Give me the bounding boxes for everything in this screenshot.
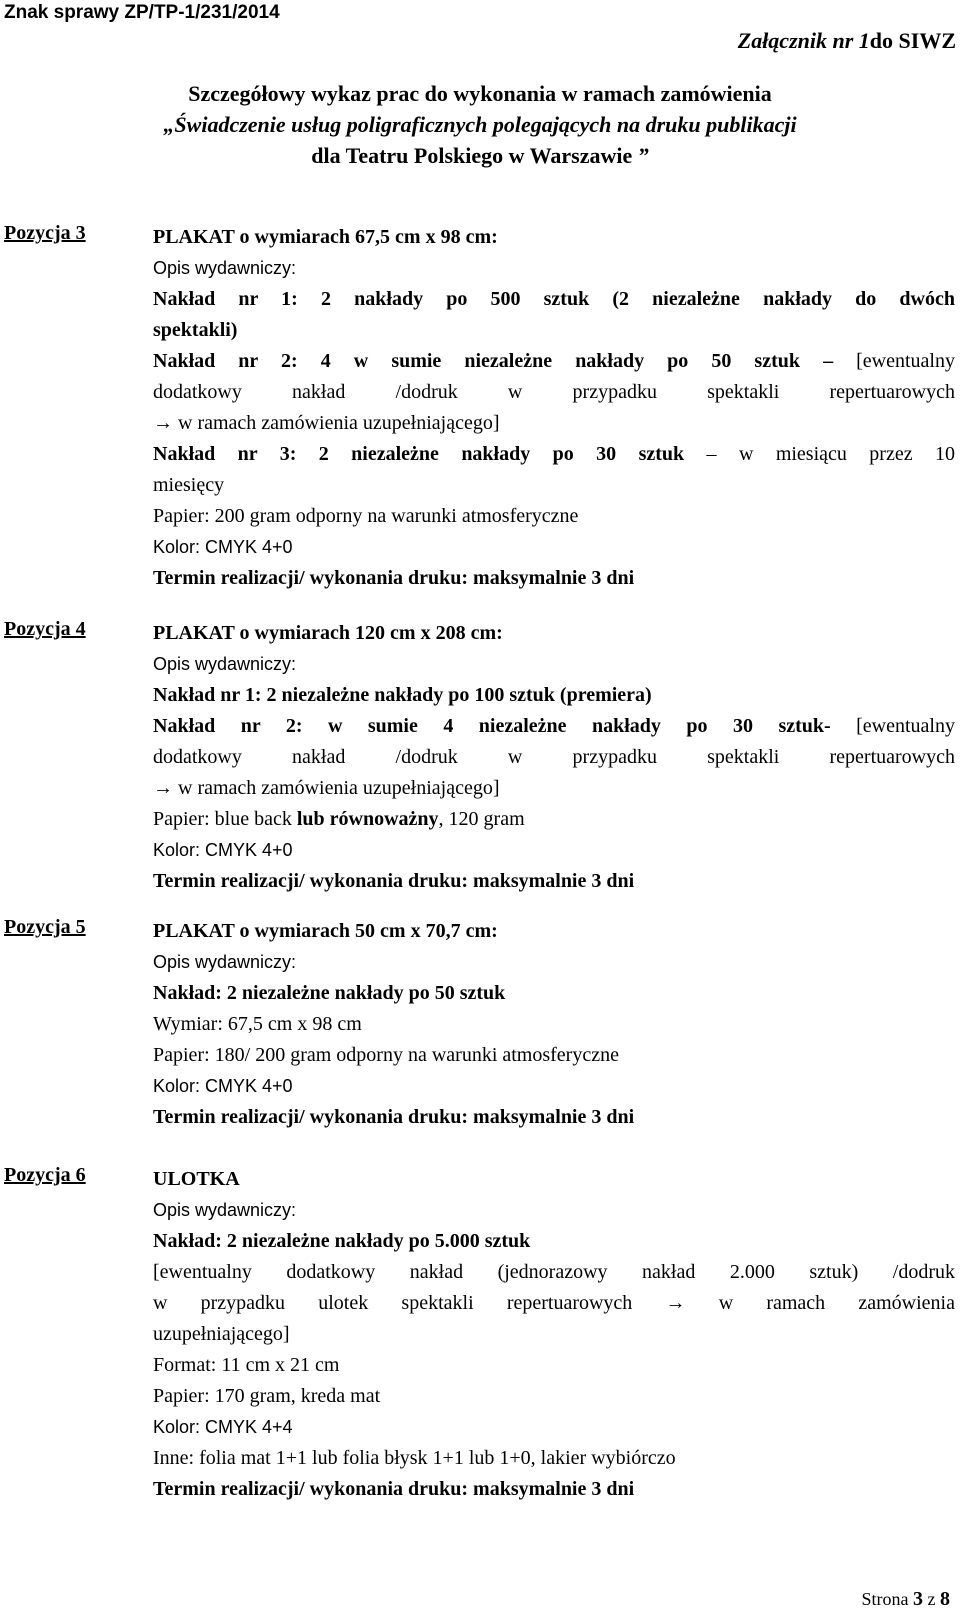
document-title — [0, 78, 960, 171]
position-3-naklad-2 — [153, 346, 955, 377]
position-3-opis: Opis wydawniczy: — [153, 258, 297, 278]
position-3-naklad-3-bold: Nakład nr 3: 2 niezależne nakłady po 30 sztuk — [153, 443, 685, 465]
attachment-label-italic: Załącznik nr 1 — [737, 28, 870, 53]
position-3-naklad-2-bold: Nakład nr 2: 4 w sumie niezależne nakłady po 50 sztuk – — [153, 350, 834, 372]
position-5-details — [153, 916, 955, 1133]
position-6-color: Kolor: CMYK 4+4 — [153, 1417, 293, 1437]
page-number-total: 8 — [940, 1588, 950, 1610]
position-6-extra-1: [ewentualny dodatkowy nakład (jednorazowy nakład 2.000 sztuk) /dodruk — [153, 1261, 955, 1283]
position-3-naklad-3-rest: – w miesiącu przez 10 — [684, 443, 955, 465]
position-5-size: Wymiar: 67,5 cm x 98 cm — [153, 1013, 362, 1035]
position-3-naklad-3-cont: miesięcy — [153, 474, 225, 496]
position-6-extra-3: uzupełniającego] — [153, 1323, 290, 1345]
position-6-paper: Papier: 170 gram, kreda mat — [153, 1385, 381, 1407]
page-number — [862, 1588, 951, 1611]
position-4-heading: PLAKAT o wymiarach 120 cm x 208 cm: — [153, 622, 503, 644]
title-line-1: Szczegółowy wykaz prac do wykonania w ramach zamówienia — [188, 81, 772, 106]
position-6-other: Inne: folia mat 1+1 lub folia błysk 1+1 lub 1+0, lakier wybiórczo — [153, 1447, 676, 1469]
position-6-label: Pozycja 6 — [4, 1164, 86, 1186]
position-5-label: Pozycja 5 — [4, 916, 86, 938]
position-4-paper — [153, 804, 955, 835]
position-4-color: Kolor: CMYK 4+0 — [153, 840, 293, 860]
position-4-details — [153, 618, 955, 897]
position-3-naklad-2-cont: dodatkowy nakład /dodruk w przypadku spektakli repertuarowych — [153, 381, 955, 403]
position-6-extra-2: w przypadku ulotek spektakli repertuarowych → w ramach zamówienia — [153, 1292, 955, 1314]
position-6-deadline: Termin realizacji/ wykonania druku: maksymalnie 3 dni — [153, 1478, 635, 1500]
position-4-opis: Opis wydawniczy: — [153, 654, 297, 674]
position-3-color: Kolor: CMYK 4+0 — [153, 537, 293, 557]
title-line-3 — [0, 140, 960, 171]
position-5-naklad: Nakład: 2 niezależne nakłady po 50 sztuk — [153, 982, 506, 1004]
position-4-deadline: Termin realizacji/ wykonania druku: maksymalnie 3 dni — [153, 870, 635, 892]
attachment-label-rest: do SIWZ — [869, 28, 956, 53]
position-5-opis: Opis wydawniczy: — [153, 952, 297, 972]
position-4-naklad-2-rest: [ewentualny — [830, 715, 955, 737]
position-4-naklad-2-cont-2: → w ramach zamówienia uzupełniającego] — [153, 777, 500, 799]
position-4-paper-c: , 120 gram — [438, 808, 525, 830]
title-line-2: „Świadczenie usług poligraficznych polegających na druku publikacji — [163, 112, 797, 137]
position-3-naklad-1-cont: spektakli) — [153, 319, 238, 341]
position-3-naklad-3 — [153, 439, 955, 470]
position-3-naklad-1: Nakład nr 1: 2 nakłady po 500 sztuk (2 niezależne nakłady do dwóch — [153, 288, 955, 310]
position-6-opis: Opis wydawniczy: — [153, 1200, 297, 1220]
title-line-3-text: dla Teatru Polskiego w Warszawie — [311, 143, 633, 168]
position-5-heading: PLAKAT o wymiarach 50 cm x 70,7 cm: — [153, 920, 498, 942]
page-number-current: 3 — [913, 1588, 923, 1610]
position-3-details — [153, 222, 955, 594]
title-closing-quote: ” — [637, 143, 649, 168]
position-4-naklad-2-cont: dodatkowy nakład /dodruk w przypadku spektakli repertuarowych — [153, 746, 955, 768]
position-4-paper-a: Papier: blue back — [153, 808, 297, 830]
position-4-naklad-1: Nakład nr 1: 2 niezależne nakłady po 100 sztuk (premiera) — [153, 684, 652, 706]
page-number-middle: z — [923, 1589, 940, 1609]
case-number: Znak sprawy ZP/TP-1/231/2014 — [4, 2, 280, 23]
position-3-deadline: Termin realizacji/ wykonania druku: maksymalnie 3 dni — [153, 567, 635, 589]
position-5-deadline: Termin realizacji/ wykonania druku: maksymalnie 3 dni — [153, 1106, 635, 1128]
position-4-naklad-2 — [153, 711, 955, 742]
position-3-naklad-2-cont-2: → w ramach zamówienia uzupełniającego] — [153, 412, 500, 434]
position-6-heading: ULOTKA — [153, 1168, 240, 1190]
position-6-format: Format: 11 cm x 21 cm — [153, 1354, 340, 1376]
position-4-paper-b: lub równoważny — [296, 808, 439, 830]
position-6-naklad: Nakład: 2 niezależne nakłady po 5.000 sztuk — [153, 1230, 531, 1252]
position-3-heading: PLAKAT o wymiarach 67,5 cm x 98 cm: — [153, 226, 498, 248]
position-3-paper: Papier: 200 gram odporny na warunki atmosferyczne — [153, 505, 579, 527]
position-3-label: Pozycja 3 — [4, 222, 86, 244]
page-number-prefix: Strona — [861, 1589, 913, 1609]
position-4-naklad-2-bold: Nakład nr 2: w sumie 4 niezależne nakłady po 30 sztuk- — [153, 715, 831, 737]
position-3-naklad-2-rest: [ewentualny — [833, 350, 955, 372]
position-5-color: Kolor: CMYK 4+0 — [153, 1076, 293, 1096]
position-5-paper: Papier: 180/ 200 gram odporny na warunki atmosferyczne — [153, 1044, 619, 1066]
attachment-label — [738, 28, 956, 54]
position-6-details — [153, 1164, 955, 1505]
position-4-label: Pozycja 4 — [4, 618, 86, 640]
